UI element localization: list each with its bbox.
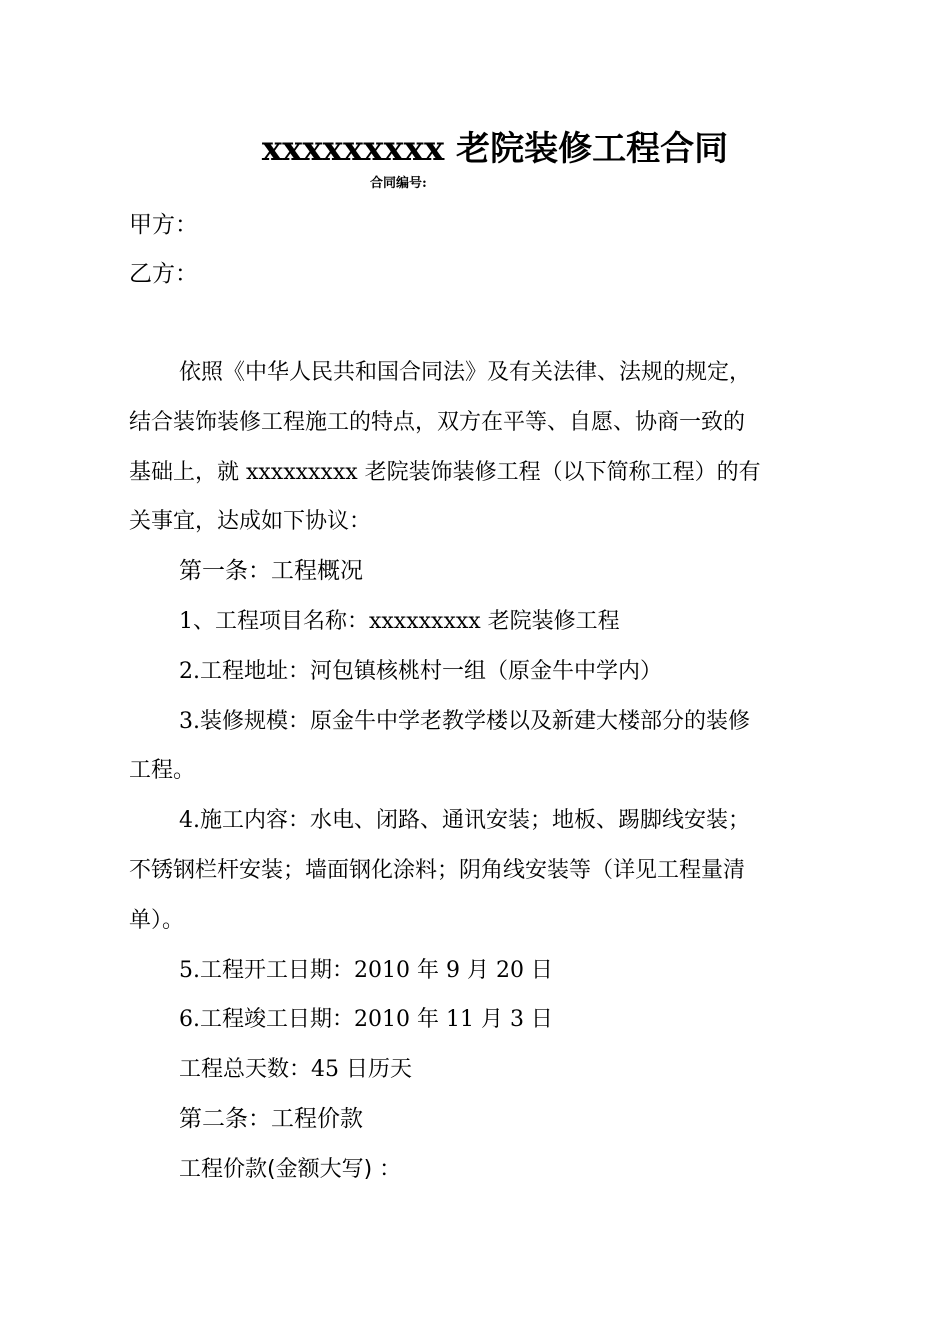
intro-line-1: 依照《中华人民共和国合同法》及有关法律、法规的规定， [179, 360, 752, 385]
project-address-item: 2.工程地址：河包镇核桃村一组（原金牛中学内） [179, 658, 662, 684]
intro-line-2: 结合装饰装修工程施工的特点，双方在平等、自愿、协商一致的 [129, 409, 746, 435]
article-2-heading: 第二条：工程价款 [179, 1105, 363, 1132]
party-b-label: 乙方： [129, 261, 198, 287]
project-name-item: 1、工程项目名称：xxxxxxxxx 老院装修工程 [179, 608, 620, 634]
work-content-line-3: 单）。 [129, 907, 185, 933]
project-scale-line-1: 3.装修规模：原金牛中学老教学楼以及新建大楼部分的装修 [179, 708, 750, 734]
intro-line-4: 关事宜，达成如下协议： [129, 509, 372, 535]
work-content-line-1: 4.施工内容：水电、闭路、通讯安装；地板、踢脚线安装； [179, 808, 750, 834]
completion-date-item: 6.工程竣工日期：2010 年 11 月 3 日 [179, 1007, 553, 1033]
project-scale-line-2: 工程。 [129, 758, 196, 784]
work-content-line-2: 不锈钢栏杆安装；墙面钢化涂料；阴角线安装等（详见工程量清 [129, 857, 746, 883]
price-amount-label: 工程价款(金额大写) ： [179, 1156, 402, 1182]
intro-line-3: 基础上，就 xxxxxxxxx 老院装饰装修工程（以下简称工程）的有 [129, 459, 761, 485]
total-days-item: 工程总天数：45 日历天 [179, 1057, 412, 1083]
document-title: xxxxxxxxx 老院装修工程合同 [261, 129, 729, 169]
contract-number-label: 合同编号: [370, 176, 427, 191]
party-a-label: 甲方： [129, 212, 198, 238]
article-1-heading: 第一条：工程概况 [179, 558, 363, 585]
start-date-item: 5.工程开工日期：2010 年 9 月 20 日 [179, 957, 553, 983]
contract-body [129, 348, 859, 1195]
